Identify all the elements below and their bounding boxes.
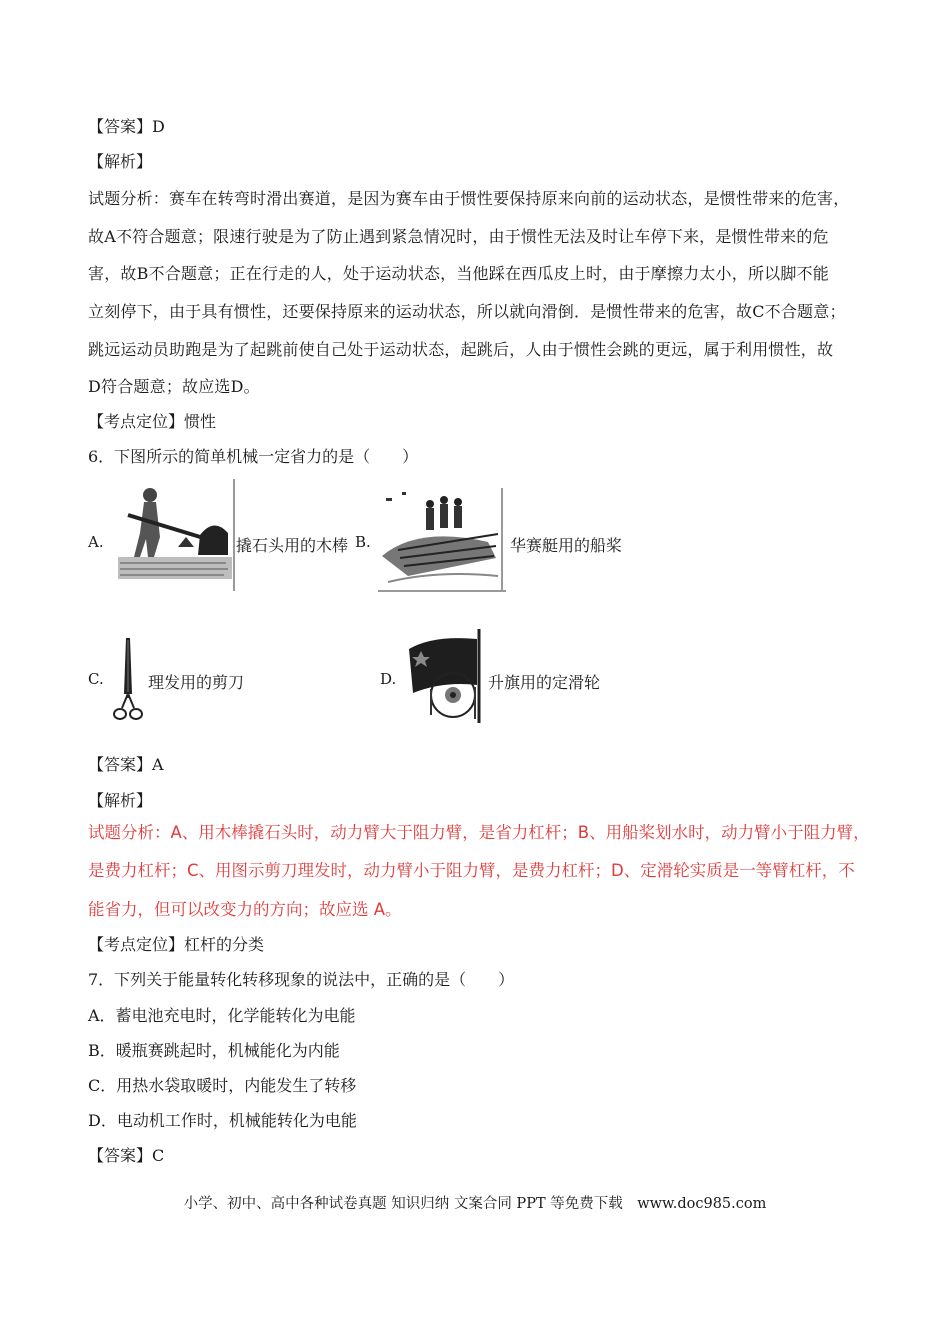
option-b: B．暖瓶赛跳起时，机械能化为内能 — [88, 1041, 340, 1060]
option-a-caption: 撬石头用的木棒 — [236, 536, 349, 555]
analysis-line-red: 是费力杠杆；C、用图示剪刀理发时，动力臂小于阻力臂，是费力杠杆；D、定滑轮实质是一等臂杠杆，不 — [88, 861, 855, 880]
option-c-image — [110, 636, 146, 726]
option-c-caption: 理发用的剪刀 — [148, 673, 245, 692]
answer-label: 【答案】D — [88, 117, 165, 136]
analysis-line: D符合题意；故应选D。 — [88, 377, 260, 396]
option-b-caption: 华赛艇用的船桨 — [510, 536, 623, 555]
analysis-line: 故A不符合题意；限速行驶是为了防止遇到紧急情况时，由于惯性无法及时让车停下来，是惯性带来的危 — [88, 227, 829, 246]
option-a-image — [116, 477, 238, 593]
option-d-letter: D. — [380, 670, 397, 688]
kaodian-label: 【考点定位】杠杆的分类 — [88, 935, 265, 954]
kaodian-label: 【考点定位】惯性 — [88, 412, 217, 431]
analysis-line-red: 试题分析：A、用木棒撬石头时，动力臂大于阻力臂，是省力杠杆；B、用船桨划水时，动力臂小于阻力臂， — [88, 823, 870, 842]
analysis-line: 立刻停下，由于具有惯性，还要保持原来的运动状态，所以就向滑倒．是惯性带来的危害，故C不合题意； — [88, 302, 846, 321]
option-d: D．电动机工作时，机械能转化为电能 — [88, 1111, 357, 1130]
option-b-image — [378, 486, 506, 592]
option-a: A．蓄电池充电时，化学能转化为电能 — [88, 1006, 356, 1025]
question-7: 7．下列关于能量转化转移现象的说法中，正确的是（ ） — [88, 970, 515, 989]
analysis-line: 跳远运动员助跑是为了起跳前使自己处于运动状态，起跳后，人由于惯性会跳的更远，属于利用惯性，故 — [88, 340, 834, 359]
analysis-heading: 【解析】 — [88, 152, 153, 171]
option-a-letter: A. — [88, 533, 104, 551]
answer-label: 【答案】C — [88, 1146, 165, 1165]
option-b-letter: B. — [355, 533, 371, 551]
analysis-line-red: 能省力，但可以改变力的方向；故应选 A。 — [88, 900, 402, 919]
option-d-image — [403, 627, 487, 725]
page-footer: 小学、初中、高中各种试卷真题 知识归纳 文案合同 PPT 等免费下载 www.doc985.com — [183, 1196, 767, 1212]
option-d-caption: 升旗用的定滑轮 — [488, 673, 601, 692]
option-c: C．用热水袋取暖时，内能发生了转移 — [88, 1076, 357, 1095]
analysis-heading: 【解析】 — [88, 791, 153, 810]
question-6: 6．下图所示的简单机械一定省力的是（ ） — [88, 447, 419, 466]
option-c-letter: C. — [88, 670, 104, 688]
analysis-line: 害，故B不合题意；正在行走的人，处于运动状态，当他踩在西瓜皮上时，由于摩擦力太小，所以脚不能 — [88, 264, 829, 283]
analysis-line: 试题分析：赛车在转弯时滑出赛道，是因为赛车由于惯性要保持原来向前的运动状态，是惯性带来的危害， — [88, 189, 850, 208]
answer-label: 【答案】A — [88, 755, 164, 774]
